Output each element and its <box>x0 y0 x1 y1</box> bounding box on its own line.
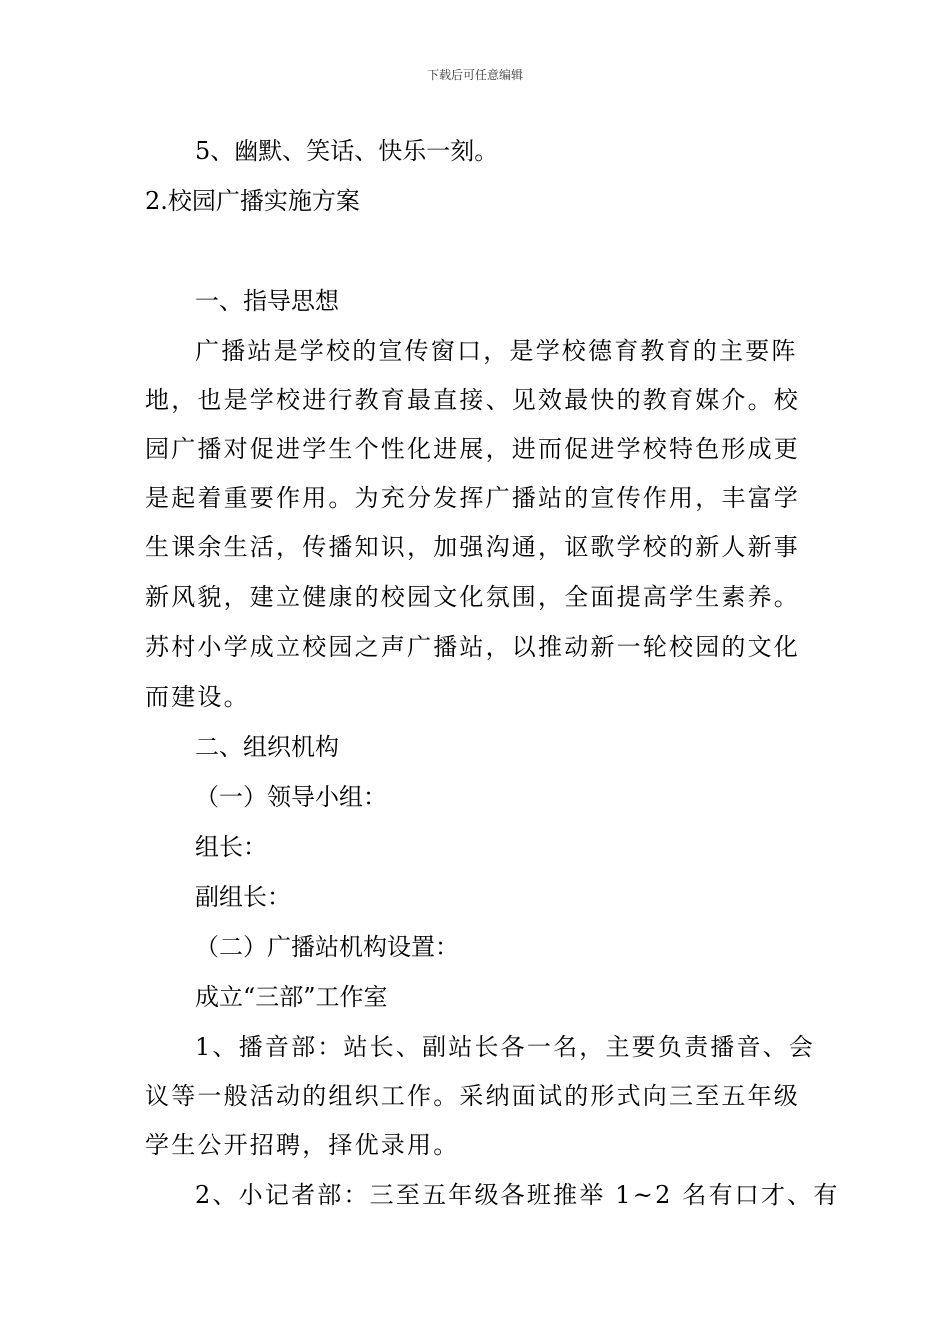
paragraph-line: 新风貌，建立健康的校园文化氛围，全面提高学生素养。 <box>145 583 800 611</box>
paragraph-line: 议等一般活动的组织工作。采纳面试的形式向三至五年级 <box>145 1082 800 1110</box>
paragraph-line: 是起着重要作用。为充分发挥广播站的宣传作用，丰富学 <box>145 484 800 512</box>
heading-guiding-ideology: 一、指导思想 <box>195 287 339 315</box>
paragraph-line: 而建设。 <box>145 683 250 711</box>
list-item-humor: 5、幽默、笑话、快乐一刻。 <box>195 137 499 165</box>
paragraph-line: 1、播音部：站长、副站长各一名，主要负责播音、会 <box>195 1033 816 1061</box>
paragraph-line: 生课余生活，传播知识，加强沟通，讴歌学校的新人新事 <box>145 533 800 561</box>
field-group-leader: 组长： <box>195 833 267 861</box>
heading-organization: 二、组织机构 <box>195 733 339 761</box>
subheading-station-structure: （二）广播站机构设置： <box>195 933 459 961</box>
paragraph-line: 学生公开招聘，择优录用。 <box>145 1131 460 1159</box>
paragraph-line: 广播站是学校的宣传窗口，是学校德育教育的主要阵 <box>195 337 798 365</box>
paragraph-line: 地，也是学校进行教育最直接、见效最快的教育媒介。校 <box>145 386 800 414</box>
section-title: 2.校园广播实施方案 <box>145 187 360 215</box>
subheading-leadership-group: （一）领导小组： <box>195 783 387 811</box>
text-three-departments: 成立“三部”工作室 <box>195 983 388 1011</box>
page-header-note: 下载后可任意编辑 <box>426 68 523 82</box>
field-deputy-group-leader: 副组长： <box>195 883 291 911</box>
paragraph-line: 2、小记者部：三至五年级各班推举 1~2 名有口才、有 <box>195 1181 840 1209</box>
paragraph-line: 园广播对促进学生个性化进展，进而促进学校特色形成更 <box>145 435 800 463</box>
paragraph-line: 苏村小学成立校园之声广播站，以推动新一轮校园的文化 <box>145 633 800 661</box>
